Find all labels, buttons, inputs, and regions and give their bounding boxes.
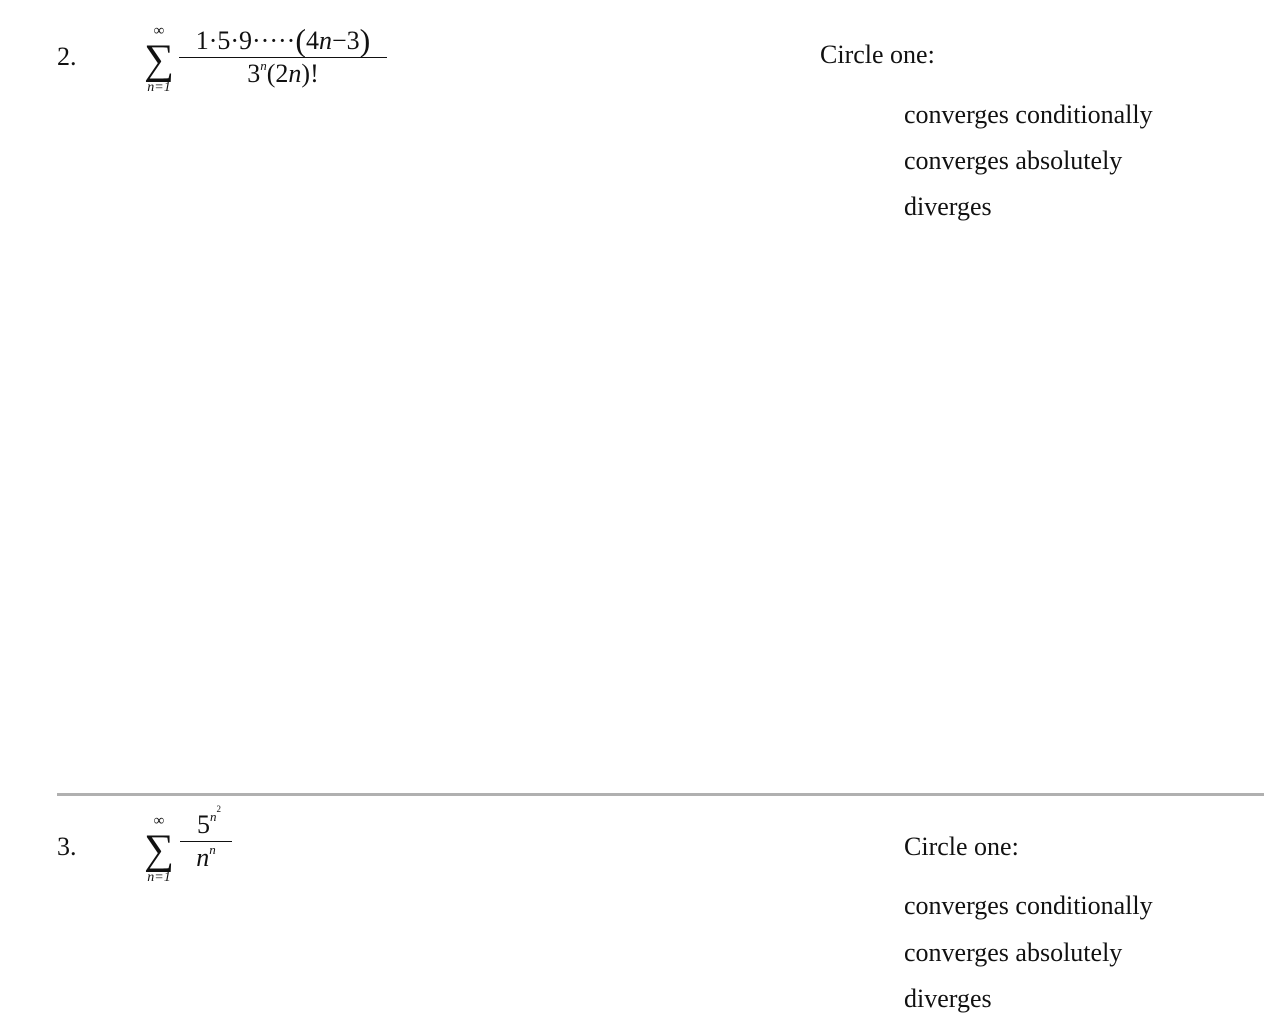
problem-number: 3. bbox=[57, 832, 77, 861]
numerator-const: −3 bbox=[331, 26, 360, 55]
sigma-symbol: ∑ bbox=[144, 827, 174, 873]
choice-diverges[interactable]: diverges bbox=[904, 984, 992, 1013]
denominator-exponent: n bbox=[260, 58, 267, 73]
sum-upper-limit: ∞ bbox=[153, 23, 165, 39]
sum-upper-limit: ∞ bbox=[153, 813, 165, 829]
sigma-symbol: ∑ bbox=[144, 37, 174, 83]
numerator-exponent-var: n bbox=[210, 809, 217, 824]
fraction-denominator bbox=[179, 58, 387, 88]
choice-converges-conditionally[interactable]: converges conditionally bbox=[904, 100, 1153, 129]
fraction-bar bbox=[179, 57, 387, 58]
denominator-factorial-close: )! bbox=[301, 59, 319, 88]
choice-converges-absolutely[interactable]: converges absolutely bbox=[904, 146, 1123, 175]
numerator-coef: 4 bbox=[305, 26, 319, 55]
denominator-base: n bbox=[196, 843, 210, 872]
circle-one-label: Circle one: bbox=[904, 832, 1019, 861]
denominator-base: 3 bbox=[247, 59, 261, 88]
denominator-factorial-var: n bbox=[288, 59, 302, 88]
numerator-product: 1·5·9····· bbox=[195, 26, 296, 55]
series-term-fraction bbox=[179, 22, 387, 87]
choice-converges-conditionally[interactable]: converges conditionally bbox=[904, 891, 1153, 920]
numerator-close-paren: ) bbox=[359, 22, 371, 58]
fraction-numerator bbox=[179, 22, 387, 58]
summation bbox=[144, 814, 174, 885]
section-divider bbox=[57, 793, 1264, 796]
summation bbox=[144, 24, 174, 95]
numerator-open-paren: ( bbox=[295, 22, 306, 58]
choice-converges-absolutely[interactable]: converges absolutely bbox=[904, 938, 1123, 967]
sum-lower-limit: n=1 bbox=[147, 870, 171, 885]
fraction-bar bbox=[180, 841, 232, 842]
numerator-base: 5 bbox=[197, 810, 210, 839]
fraction-denominator bbox=[180, 842, 232, 872]
denominator-factorial-open: (2 bbox=[266, 59, 289, 88]
fraction-numerator bbox=[180, 803, 232, 839]
circle-one-label: Circle one: bbox=[820, 40, 935, 69]
series-term-fraction bbox=[180, 803, 232, 872]
numerator-exponent-power: 2 bbox=[216, 803, 221, 814]
denominator-exponent: n bbox=[209, 842, 216, 857]
numerator-var: n bbox=[318, 26, 332, 55]
choice-diverges[interactable]: diverges bbox=[904, 192, 992, 221]
numerator-exponent bbox=[210, 803, 221, 824]
sum-lower-limit: n=1 bbox=[147, 80, 171, 95]
problem-number: 2. bbox=[57, 42, 77, 71]
